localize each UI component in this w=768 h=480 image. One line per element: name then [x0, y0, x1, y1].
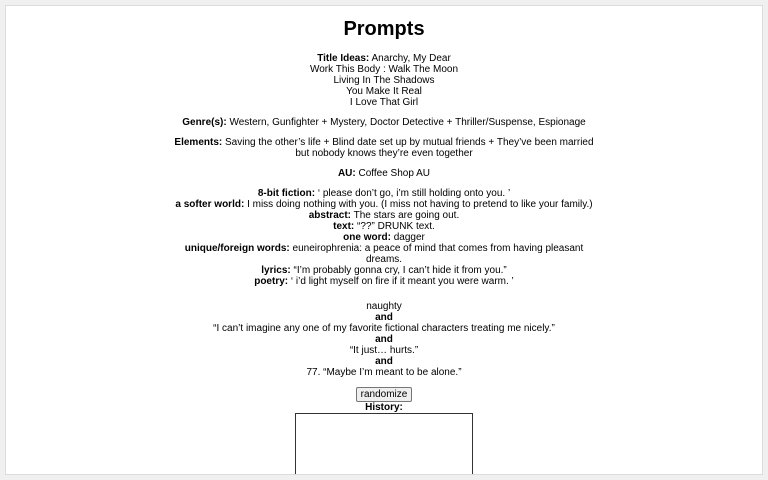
prompt-row: [174, 265, 594, 276]
prompt-value: The stars are going out.: [353, 210, 460, 221]
elements-label: Elements:: [174, 137, 223, 148]
prompt-label: text:: [333, 221, 355, 232]
elements-value: Saving the other’s life + Blind date set up by mutual friends + They’ve been married but nobody knows they’re even together: [225, 137, 594, 159]
and-separator: and: [375, 356, 393, 367]
page-frame: [5, 5, 763, 475]
title-ideas-label: Title Ideas:: [317, 53, 370, 64]
history-box[interactable]: [295, 413, 473, 475]
prompt-label: lyrics:: [261, 265, 291, 276]
elements-section: [174, 137, 594, 159]
au-value: Coffee Shop AU: [358, 168, 431, 179]
genres-section: [174, 117, 594, 128]
au-section: [174, 168, 594, 179]
combo-item: 77. “Maybe I’m meant to be alone.”: [306, 367, 462, 378]
prompt-label: abstract:: [308, 210, 351, 221]
prompt-label: poetry:: [254, 276, 289, 287]
prompt-row: [174, 243, 594, 265]
title-idea-item: You Make It Real: [346, 86, 422, 97]
title-ideas-section: [174, 53, 594, 108]
prompt-label: 8-bit fiction:: [257, 188, 316, 199]
prompt-row: [174, 232, 594, 243]
combo-item: “I can’t imagine any one of my favorite fictional characters treating me nicely.”: [213, 323, 555, 334]
title-idea-item: Anarchy, My Dear: [371, 53, 451, 64]
title-idea-item: Living In The Shadows: [333, 75, 435, 86]
au-label: AU:: [337, 168, 356, 179]
prompt-row: [174, 210, 594, 221]
combo-section: [174, 301, 594, 378]
combo-item: naughty: [366, 301, 402, 312]
prompt-row: [174, 276, 594, 287]
combo-item: “It just… hurts.”: [349, 345, 419, 356]
prompt-list: [174, 188, 594, 287]
prompt-row: [174, 188, 594, 199]
genres-value: Western, Gunfighter + Mystery, Doctor Detective + Thriller/Suspense, Espionage: [229, 117, 586, 128]
and-separator: and: [375, 312, 393, 323]
prompt-value: dagger: [393, 232, 425, 243]
prompt-value: “I’m probably gonna cry, I can’t hide it from you.”: [293, 265, 507, 276]
and-separator: and: [375, 334, 393, 345]
randomize-button[interactable]: randomize: [356, 387, 413, 402]
prompt-value: ‘ i’d light myself on fire if it meant you were warm. ’: [290, 276, 514, 287]
randomize-wrap: [174, 387, 594, 402]
prompt-value: “??” DRUNK text.: [357, 221, 435, 232]
prompt-value: euneirophrenia: a peace of mind that comes from having pleasant dreams.: [292, 243, 584, 265]
prompt-label: a softer world:: [175, 199, 245, 210]
history-label: History:: [365, 402, 403, 413]
prompt-label: one word:: [343, 232, 391, 243]
prompt-label: unique/foreign words:: [184, 243, 290, 254]
genres-label: Genre(s):: [182, 117, 227, 128]
page-title: Prompts: [343, 18, 425, 40]
title-idea-item: Work This Body : Walk The Moon: [309, 64, 459, 75]
title-idea-item: I Love That Girl: [349, 97, 419, 108]
prompt-value: I miss doing nothing with you. (I miss not having to pretend to like your family.): [247, 199, 593, 210]
prompt-value: ‘ please don’t go, i’m still holding onto you. ’: [317, 188, 511, 199]
prompts-content: [174, 17, 594, 475]
prompt-row: [174, 199, 594, 210]
prompt-row: [174, 221, 594, 232]
